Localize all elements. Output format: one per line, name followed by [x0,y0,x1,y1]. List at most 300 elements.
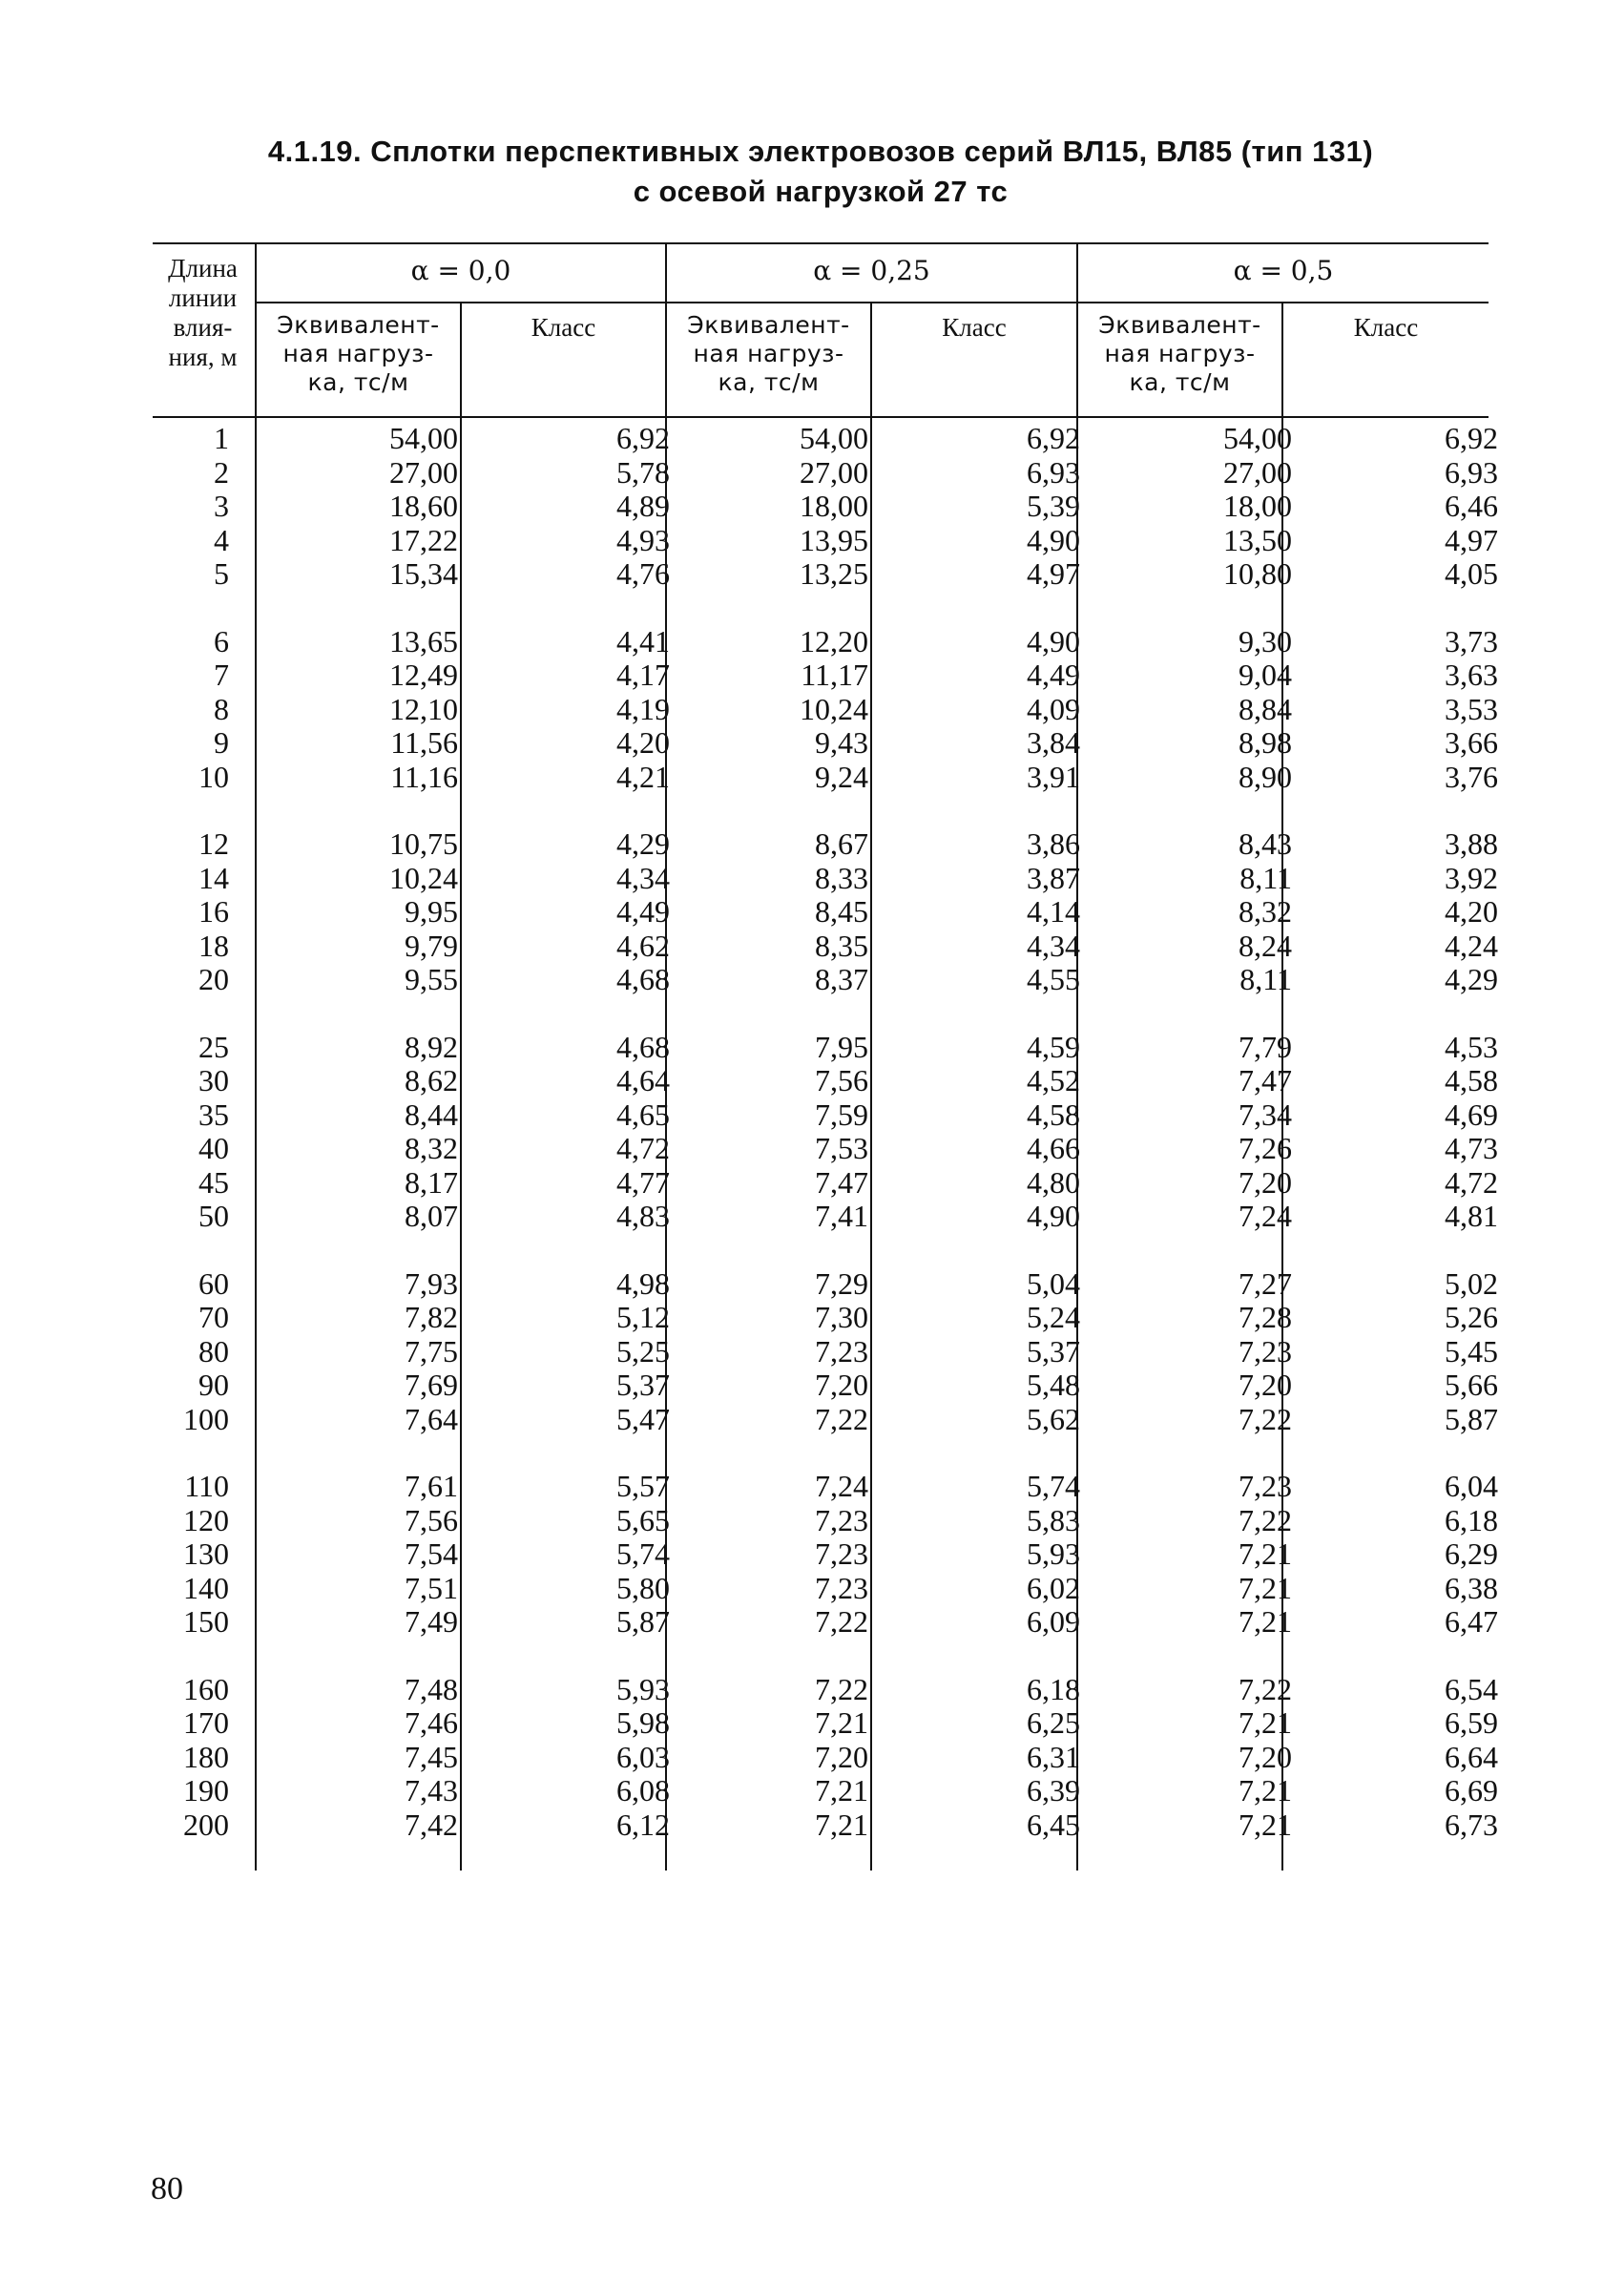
klass-cell: 4,49 [616,894,670,929]
equiv-load-cell: 7,23 [1239,1469,1292,1503]
equiv-load-cell: 9,55 [405,962,458,996]
klass-cell: 6,64 [1445,1739,1498,1774]
length-cell: 16 [198,894,229,929]
klass-cell: 5,83 [1027,1502,1080,1537]
equiv-load-cell: 10,75 [389,826,458,861]
klass-cell: 5,93 [1027,1536,1080,1571]
equiv-load-cell: 7,22 [1239,1671,1292,1706]
row-group [153,1029,1498,1234]
equiv-load-cell: 9,24 [815,759,868,794]
equiv-load-cell: 7,49 [405,1604,458,1639]
klass-cell: 4,66 [1027,1131,1080,1165]
table-row [153,1739,1498,1775]
table-row [153,1807,1498,1843]
klass-cell: 5,48 [1027,1368,1080,1402]
klass-cell: 4,93 [616,522,670,557]
klass-cell: 5,04 [1027,1265,1080,1301]
table-row [153,1097,1498,1133]
equiv-load-cell: 7,28 [1239,1300,1292,1334]
equiv-load-cell: 7,82 [405,1300,458,1334]
equiv-load-cell: 11,16 [390,759,458,794]
equiv-load-cell: 7,64 [405,1401,458,1436]
equiv-load-cell: 7,21 [1239,1604,1292,1639]
length-cell: 100 [183,1401,229,1436]
length-cell: 70 [198,1300,229,1334]
equiv-load-cell: 9,95 [405,894,458,929]
equiv-load-cell: 7,69 [405,1368,458,1402]
table-row [153,759,1498,795]
header-klass: Класс [1353,313,1419,342]
klass-cell: 4,21 [616,759,670,794]
equiv-load-cell: 8,24 [1239,928,1292,963]
equiv-load-cell: 8,07 [405,1199,458,1233]
equiv-load-cell: 13,25 [800,556,868,591]
klass-cell: 5,45 [1445,1333,1498,1369]
length-cell: 30 [198,1063,229,1097]
table-row [153,691,1498,727]
equiv-load-cell: 7,47 [815,1164,868,1200]
klass-cell: 5,25 [616,1333,670,1369]
length-cell: 2 [214,454,229,490]
klass-cell: 6,59 [1445,1705,1498,1740]
klass-cell: 4,09 [1027,691,1080,726]
length-cell: 8 [214,691,229,726]
klass-cell: 5,74 [1027,1469,1080,1503]
row-group [153,1265,1498,1437]
table-row [153,1604,1498,1640]
equiv-load-cell: 7,53 [815,1131,868,1165]
equiv-load-cell: 13,50 [1223,522,1292,557]
klass-cell: 3,88 [1445,826,1498,861]
equiv-load-cell: 54,00 [1223,421,1292,455]
klass-cell: 6,31 [1027,1739,1080,1774]
equiv-load-cell: 7,21 [815,1807,868,1842]
equiv-load-cell: 10,80 [1223,556,1292,591]
equiv-load-cell: 12,20 [800,623,868,658]
klass-cell: 4,14 [1027,894,1080,929]
klass-cell: 6,09 [1027,1604,1080,1639]
equiv-load-cell: 13,95 [800,522,868,557]
row-group [153,826,1498,997]
klass-cell: 4,05 [1445,556,1498,591]
table-body [153,421,1498,1875]
klass-cell: 4,53 [1445,1029,1498,1064]
klass-cell: 4,64 [616,1063,670,1097]
equiv-load-cell: 7,34 [1239,1097,1292,1132]
equiv-load-cell: 7,30 [815,1300,868,1334]
equiv-load-cell: 7,93 [405,1265,458,1301]
klass-cell: 4,20 [1445,894,1498,929]
klass-cell: 5,02 [1445,1265,1498,1301]
equiv-load-cell: 9,30 [1239,623,1292,658]
table-row [153,1570,1498,1606]
equiv-load-cell: 10,24 [389,860,458,895]
table-row [153,928,1498,964]
klass-cell: 6,54 [1445,1671,1498,1706]
klass-cell: 4,90 [1027,522,1080,557]
table-row [153,623,1498,659]
klass-cell: 6,46 [1445,489,1498,523]
klass-cell: 6,39 [1027,1773,1080,1808]
equiv-load-cell: 7,79 [1239,1029,1292,1064]
length-cell: 9 [214,725,229,760]
klass-cell: 4,72 [1445,1164,1498,1200]
klass-cell: 6,03 [616,1739,670,1774]
equiv-load-cell: 7,47 [1239,1063,1292,1097]
header-klass: Класс [942,313,1007,342]
klass-cell: 5,12 [616,1300,670,1334]
equiv-load-cell: 8,84 [1239,691,1292,726]
equiv-load-cell: 18,00 [1223,489,1292,523]
klass-cell: 4,34 [616,860,670,895]
klass-cell: 6,02 [1027,1570,1080,1605]
equiv-load-cell: 27,00 [389,454,458,490]
klass-cell: 6,45 [1027,1807,1080,1842]
klass-cell: 4,89 [616,489,670,523]
klass-cell: 5,66 [1445,1368,1498,1402]
klass-cell: 6,25 [1027,1705,1080,1740]
klass-cell: 4,24 [1445,928,1498,963]
table-row [153,454,1498,491]
header-equiv-load: Эквивалент- ная нагруз- ка, тс/м [277,311,440,396]
klass-cell: 5,24 [1027,1300,1080,1334]
length-cell: 25 [198,1029,229,1064]
length-cell: 7 [214,658,229,692]
klass-cell: 3,66 [1445,725,1498,760]
equiv-load-cell: 18,00 [800,489,868,523]
equiv-load-cell: 54,00 [389,421,458,455]
equiv-load-cell: 7,20 [1239,1368,1292,1402]
title-line-1: 4.1.19. Сплотки перспективных электровозов серий ВЛ15, ВЛ85 (тип 131) [267,135,1374,168]
table-header [153,242,1489,418]
equiv-load-cell: 7,23 [815,1536,868,1571]
equiv-load-cell: 7,56 [405,1502,458,1537]
klass-cell: 6,29 [1445,1536,1498,1571]
equiv-load-cell: 27,00 [800,454,868,490]
equiv-load-cell: 7,21 [1239,1536,1292,1571]
equiv-load-cell: 7,21 [1239,1705,1292,1740]
klass-cell: 4,17 [616,658,670,692]
equiv-load-cell: 12,10 [389,691,458,726]
klass-cell: 4,55 [1027,962,1080,996]
equiv-load-cell: 7,26 [1239,1131,1292,1165]
table-row [153,421,1498,456]
table-row [153,1368,1498,1403]
klass-cell: 5,78 [616,454,670,490]
klass-cell: 3,53 [1445,691,1498,726]
equiv-load-cell: 8,11 [1239,962,1292,996]
klass-cell: 4,90 [1027,623,1080,658]
equiv-load-cell: 7,22 [815,1401,868,1436]
length-cell: 200 [183,1807,229,1842]
equiv-load-cell: 7,46 [405,1705,458,1740]
equiv-load-cell: 7,56 [815,1063,868,1097]
length-cell: 50 [198,1199,229,1233]
header-bottom-rule [153,416,1489,418]
row-group [153,1671,1498,1843]
equiv-load-cell: 7,20 [1239,1739,1292,1774]
equiv-load-cell: 27,00 [1223,454,1292,490]
table-row [153,1401,1498,1437]
page-title [153,132,1489,212]
equiv-load-cell: 9,43 [815,725,868,760]
row-group [153,1469,1498,1640]
klass-cell: 5,37 [616,1368,670,1402]
equiv-load-cell: 7,20 [1239,1164,1292,1200]
klass-cell: 5,98 [616,1705,670,1740]
table-row [153,1265,1498,1302]
equiv-load-cell: 8,67 [815,826,868,861]
klass-cell: 4,81 [1445,1199,1498,1233]
klass-cell: 4,73 [1445,1131,1498,1165]
klass-cell: 6,12 [616,1807,670,1842]
equiv-load-cell: 8,44 [405,1097,458,1132]
length-cell: 35 [198,1097,229,1132]
header-alpha-05: α = 0,5 [1233,255,1334,286]
klass-cell: 5,62 [1027,1401,1080,1436]
length-cell: 140 [183,1570,229,1605]
klass-cell: 4,59 [1027,1029,1080,1064]
klass-cell: 4,77 [616,1164,670,1200]
klass-cell: 4,58 [1027,1097,1080,1132]
klass-cell: 4,62 [616,928,670,963]
length-cell: 12 [198,826,229,861]
klass-cell: 4,65 [616,1097,670,1132]
equiv-load-cell: 7,29 [815,1265,868,1301]
klass-cell: 6,18 [1027,1671,1080,1706]
table-row [153,1469,1498,1504]
klass-cell: 6,92 [1027,421,1080,455]
equiv-load-cell: 7,23 [815,1502,868,1537]
table-row [153,894,1498,930]
equiv-load-cell: 7,23 [815,1570,868,1605]
klass-cell: 4,83 [616,1199,670,1233]
equiv-load-cell: 7,59 [815,1097,868,1132]
equiv-load-cell: 8,33 [815,860,868,895]
equiv-load-cell: 7,20 [815,1739,868,1774]
table-row [153,1502,1498,1538]
klass-cell: 4,49 [1027,658,1080,692]
equiv-load-cell: 11,56 [390,725,458,760]
equiv-load-cell: 8,37 [815,962,868,996]
klass-cell: 4,68 [616,962,670,996]
equiv-load-cell: 18,60 [389,489,458,523]
klass-cell: 4,52 [1027,1063,1080,1097]
equiv-load-cell: 11,17 [801,658,868,692]
klass-cell: 5,26 [1445,1300,1498,1334]
length-cell: 20 [198,962,229,996]
table-row [153,1333,1498,1369]
header-alpha-0: α = 0,0 [410,255,511,286]
klass-cell: 5,80 [616,1570,670,1605]
equiv-load-cell: 8,11 [1239,860,1292,895]
title-line-2: с осевой нагрузкой 27 тс [633,175,1009,208]
klass-cell: 4,68 [616,1029,670,1064]
equiv-load-cell: 7,20 [815,1368,868,1402]
table-row [153,1164,1498,1201]
header-equiv-load: Эквивалент- ная нагруз- ка, тс/м [1098,311,1261,396]
klass-cell: 6,93 [1027,454,1080,490]
equiv-load-cell: 8,98 [1239,725,1292,760]
header-klass: Класс [531,313,596,342]
klass-cell: 6,93 [1445,454,1498,490]
klass-cell: 3,91 [1027,759,1080,794]
klass-cell: 4,76 [616,556,670,591]
table-row [153,1773,1498,1808]
equiv-load-cell: 8,45 [815,894,868,929]
klass-cell: 6,04 [1445,1469,1498,1503]
klass-cell: 5,37 [1027,1333,1080,1369]
equiv-load-cell: 13,65 [389,623,458,658]
klass-cell: 5,47 [616,1401,670,1436]
klass-cell: 4,41 [616,623,670,658]
klass-cell: 4,20 [616,725,670,760]
klass-cell: 5,57 [616,1469,670,1503]
equiv-load-cell: 7,54 [405,1536,458,1571]
klass-cell: 6,08 [616,1773,670,1808]
klass-cell: 6,69 [1445,1773,1498,1808]
klass-cell: 5,87 [616,1604,670,1639]
klass-cell: 4,98 [616,1265,670,1301]
length-cell: 150 [183,1604,229,1639]
table-row [153,1705,1498,1741]
klass-cell: 3,92 [1445,860,1498,895]
klass-cell: 6,47 [1445,1604,1498,1639]
klass-cell: 4,58 [1445,1063,1498,1097]
length-cell: 10 [198,759,229,794]
klass-cell: 5,74 [616,1536,670,1571]
klass-cell: 6,18 [1445,1502,1498,1537]
table-row [153,1063,1498,1098]
length-cell: 80 [198,1333,229,1369]
table-row [153,1300,1498,1335]
equiv-load-cell: 7,95 [815,1029,868,1064]
length-cell: 1 [214,421,229,455]
equiv-load-cell: 7,75 [405,1333,458,1369]
equiv-load-cell: 7,21 [1239,1807,1292,1842]
equiv-load-cell: 8,92 [405,1029,458,1064]
equiv-load-cell: 8,62 [405,1063,458,1097]
klass-cell: 4,72 [616,1131,670,1165]
klass-cell: 4,80 [1027,1164,1080,1200]
table-row [153,826,1498,862]
equiv-load-cell: 8,32 [405,1131,458,1165]
equiv-load-cell: 8,35 [815,928,868,963]
header-alpha-025: α = 0,25 [813,255,930,286]
klass-cell: 4,34 [1027,928,1080,963]
equiv-load-cell: 7,41 [815,1199,868,1233]
klass-cell: 5,39 [1027,489,1080,523]
equiv-load-cell: 7,24 [815,1469,868,1503]
equiv-load-cell: 7,21 [1239,1570,1292,1605]
equiv-load-cell: 7,24 [1239,1199,1292,1233]
equiv-load-cell: 8,43 [1239,826,1292,861]
length-cell: 5 [214,556,229,591]
equiv-load-cell: 7,22 [1239,1502,1292,1537]
klass-cell: 6,73 [1445,1807,1498,1842]
equiv-load-cell: 7,51 [405,1570,458,1605]
length-cell: 3 [214,489,229,523]
row-group [153,421,1498,592]
length-cell: 130 [183,1536,229,1571]
length-cell: 190 [183,1773,229,1808]
klass-cell: 4,69 [1445,1097,1498,1132]
klass-cell: 4,19 [616,691,670,726]
length-cell: 60 [198,1265,229,1301]
equiv-load-cell: 7,61 [405,1469,458,1503]
klass-cell: 3,86 [1027,826,1080,861]
table-row [153,860,1498,896]
table-row [153,1671,1498,1707]
table-row [153,1536,1498,1572]
klass-cell: 5,87 [1445,1401,1498,1436]
klass-cell: 6,92 [1445,421,1498,455]
table-row [153,725,1498,761]
equiv-load-cell: 8,90 [1239,759,1292,794]
klass-cell: 4,90 [1027,1199,1080,1233]
klass-cell: 3,63 [1445,658,1498,692]
equiv-load-cell: 7,21 [1239,1773,1292,1808]
table-row [153,962,1498,997]
klass-cell: 5,65 [616,1502,670,1537]
equiv-load-cell: 7,22 [815,1604,868,1639]
klass-cell: 6,92 [616,421,670,455]
klass-cell: 4,97 [1027,556,1080,591]
length-cell: 4 [214,522,229,557]
length-cell: 40 [198,1131,229,1165]
page-number: 80 [151,2171,183,2206]
length-cell: 110 [184,1469,229,1503]
equiv-load-cell: 7,23 [1239,1333,1292,1369]
table-row [153,658,1498,693]
equiv-load-cell: 17,22 [389,522,458,557]
equiv-load-cell: 7,43 [405,1773,458,1808]
length-cell: 160 [183,1671,229,1706]
length-cell: 180 [183,1739,229,1774]
klass-cell: 4,97 [1445,522,1498,557]
table-row [153,1199,1498,1234]
equiv-load-cell: 12,49 [389,658,458,692]
length-cell: 18 [198,928,229,963]
klass-cell: 6,38 [1445,1570,1498,1605]
equiv-load-cell: 9,04 [1239,658,1292,692]
table-row [153,556,1498,592]
klass-cell: 3,84 [1027,725,1080,760]
length-cell: 45 [198,1164,229,1200]
equiv-load-cell: 7,45 [405,1739,458,1774]
length-cell: 120 [183,1502,229,1537]
table-row [153,1131,1498,1166]
equiv-load-cell: 7,21 [815,1773,868,1808]
equiv-load-cell: 54,00 [800,421,868,455]
equiv-load-cell: 10,24 [800,691,868,726]
header-equiv-load: Эквивалент- ная нагруз- ка, тс/м [687,311,850,396]
klass-cell: 5,93 [616,1671,670,1706]
klass-cell: 4,29 [616,826,670,861]
equiv-load-cell: 15,34 [389,556,458,591]
equiv-load-cell: 7,48 [405,1671,458,1706]
header-length-col: Длина линии влия- ния, м [168,254,238,371]
klass-cell: 4,29 [1445,962,1498,996]
equiv-load-cell: 9,79 [405,928,458,963]
equiv-load-cell: 7,27 [1239,1265,1292,1301]
table-row [153,1029,1498,1065]
length-cell: 170 [183,1705,229,1740]
length-cell: 90 [198,1368,229,1402]
equiv-load-cell: 7,23 [815,1333,868,1369]
equiv-load-cell: 7,21 [815,1705,868,1740]
header-top-rule [153,242,1489,244]
